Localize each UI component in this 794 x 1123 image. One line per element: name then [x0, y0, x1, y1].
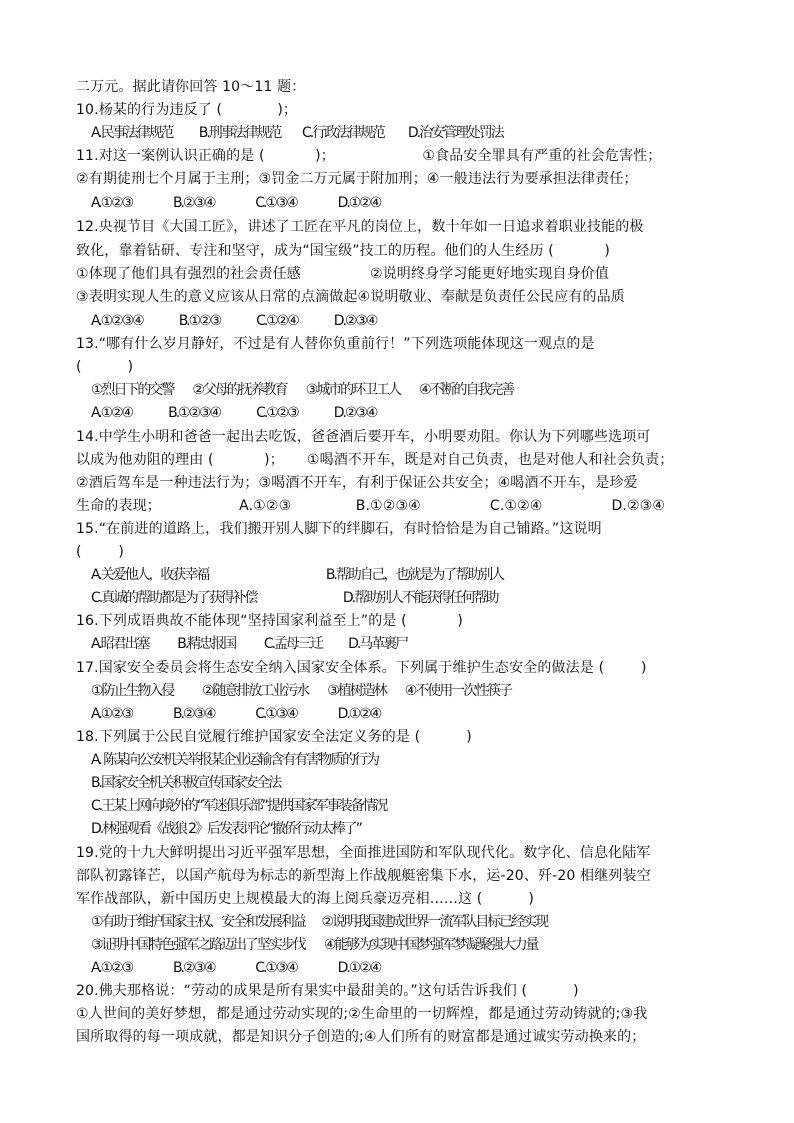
question-20: 20.佛夫那格说：“劳动的成果是所有果实中最甜美的。”这句话告诉我们 ( ) [76, 983, 579, 999]
question-16-options: A.昭君出塞 B.精忠报国 C.孟母三迁 D.马革裹尸 [91, 636, 408, 652]
question-12-statements-1: ①体现了他们具有强烈的社会责任感 ②说明终身学习能更好地实现自身价值 [76, 266, 610, 282]
question-14-line-2: 以成为他劝阻的理由 ( )； ①喝酒不开车，既是对自己负责，也是对他人和社会负责； [76, 452, 674, 468]
question-13-line-1: 13.“哪有什么岁月静好，不过是有人替你负重前行！”下列选项能体现这一观点的是 [76, 336, 595, 352]
question-13-statements: ①烈日下的交警 ②父母的抚养教育 ③城市的环卫工人 ④不断的自我完善 [91, 382, 514, 398]
question-17-statements: ①防止生物入侵 ②随意排放工业污水 ③植树造林 ④不使用一次性筷子 [91, 683, 511, 699]
question-10-options: A.民事法律规范 B.刑事法律规范 C.行政法律规范 D.治安管理处罚法 [91, 125, 503, 141]
question-14-line-1: 14.中学生小明和爸爸一起出去吃饭，爸爸酒后要开车，小明要劝阻。你认为下列哪些选项可 [76, 429, 651, 445]
question-20-statements-1: ①人世间的美好梦想，都是通过劳动实现的;②生命里的一切辉煌，都是通过劳动铸就的;③我 [76, 1006, 648, 1022]
question-13-line-2: ( ) [76, 359, 134, 375]
question-12-line-1: 12.央视节目《大国工匠》，讲述了工匠在平凡的岗位上，数十年如一日追求着职业技能的极 [76, 219, 644, 235]
question-15-line-2: ( ) [76, 544, 125, 560]
question-18-option-d: D.林强观看《战狼 2》后发表评论“撤侨行动太棒了” [91, 821, 361, 837]
question-19-statements-1: ①有助于维护国家主权、安全和发展利益 ②说明我国建成世界一流军队目标已经实现 [91, 914, 548, 930]
question-19-line-3: 军作战部队，新中国历史上规模最大的海上阅兵豪迈亮相……这 ( ) [76, 891, 535, 907]
question-19-statements-2: ③证明中国特色强军之路迈出了坚实步伐 ④能够为实现中国梦强军梦凝聚强大力量 [91, 937, 538, 953]
question-19-line-2: 部队初露锋芒，以国产航母为标志的新型海上作战舰艇密集下水，运-20、歼-20 相继列装空 [76, 868, 651, 884]
question-16: 16.下列成语典故不能体现“坚持国家利益至上”的是 ( ) [76, 613, 463, 629]
question-19-line-1: 19.党的十九大鲜明提出习近平强军思想，全面推进国防和军队现代化。数字化、信息化陆军 [76, 845, 651, 861]
question-11-options: A.①②③ B.②③④ C.①③④ D.①②④ [91, 195, 381, 211]
question-17: 17.国家安全委员会将生态安全纳入国家安全体系。下列属于维护生态安全的做法是 ( ) [76, 660, 647, 676]
question-15-options-ab: A.关爱他人，收获幸福 B.帮助自己，也就是为了帮助别人 [91, 567, 504, 583]
question-14-line-3: ②酒后驾车是一种违法行为；③喝酒不开车，有利于保证公共安全；④喝酒不开车，是珍爱 [76, 475, 638, 491]
question-10: 10.杨某的行为违反了 ( )； [76, 102, 298, 118]
question-15-options-cd: C.真诚的帮助都是为了获得补偿 D.帮助别人不能获得任何帮助 [91, 590, 498, 606]
question-15-line-1: 15.“在前进的道路上，我们搬开别人脚下的绊脚石，有时恰恰是为自己铺路。”这说明 [76, 521, 602, 537]
question-18-option-b: B.国家安全机关积极宣传国家安全法 [91, 775, 281, 791]
question-18-option-a: A. 陈某向公安机关举报某企业运输含有有害物质的行为 [91, 752, 378, 768]
question-11-statements: ②有期徒刑七个月属于主刑；③罚金二万元属于附加刑；④一般违法行为要承担法律责任； [76, 171, 638, 187]
question-12-statements-2: ③表明实现人生的意义应该从日常的点滴做起④说明敬业、奉献是负责任公民应有的品质 [76, 289, 625, 305]
question-18: 18.下列属于公民自觉履行维护国家安全法定义务的是 ( ) [76, 729, 472, 745]
question-18-option-c: C.王某上网向境外的“军迷俱乐部”提供国家军事装备情况 [91, 798, 387, 814]
question-11: 11.对这一案例认识正确的是 ( )； ①食品安全罪具有严重的社会危害性； [76, 148, 662, 164]
intro-line: 二万元。据此请你回答 10～11 题： [76, 79, 306, 95]
question-17-options: A.①②③ B.②③④ C.①③④ D.①②④ [91, 706, 381, 722]
question-13-options: A.①②④ B.①②③④ C.①②③ D.②③④ [91, 405, 377, 421]
question-12-options: A.①②③④ B.①②③ C.①②④ D.②③④ [91, 313, 377, 329]
question-12-line-2: 致化，靠着钻研、专注和坚守，成为“国宝级”技工的历程。他们的人生经历 ( ) [76, 243, 611, 259]
question-14-line-4: 生命的表现； A.①②③ B.①②③④ C.①②④ D.②③④ [76, 498, 666, 514]
question-19-options: A.①②③ B.②③④ C.①③④ D.①②④ [91, 960, 381, 976]
question-20-statements-2: 国所取得的每一项成就，都是知识分子创造的;④人们所有的财富都是通过诚实劳动换来的； [76, 1029, 646, 1045]
